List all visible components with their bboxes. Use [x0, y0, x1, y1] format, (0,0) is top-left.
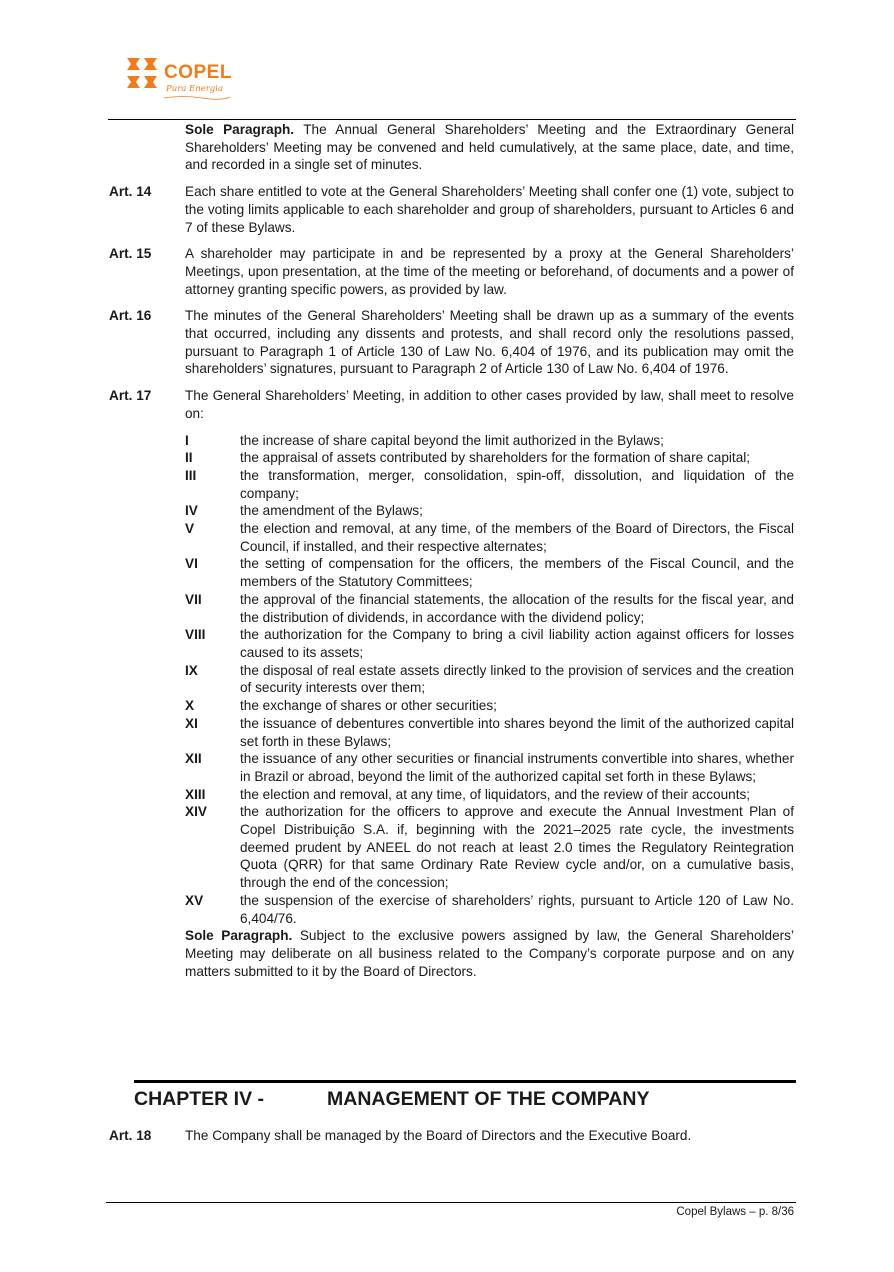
item-number: IX [185, 662, 198, 678]
item-text: the appraisal of assets contributed by shareholders for the formation of share capital; [240, 450, 751, 466]
chapter-number: CHAPTER IV - [134, 1088, 265, 1110]
company-logo [124, 56, 244, 102]
list-item [185, 555, 794, 590]
document-body [109, 121, 794, 980]
list-item [185, 803, 794, 892]
article-17 [109, 387, 794, 422]
item-number: VIII [185, 627, 206, 643]
item-number: XI [185, 715, 198, 731]
article-text: A shareholder may participate in and be represented by a proxy at the General Shareholders’ Meetings, upon presentation, at the time of the meeting or beforehand, of documents and a power of attorney granting specific powers, as provided by law. [185, 246, 794, 297]
item-text: the transformation, merger, consolidation, spin-off, dissolution, and liquidation of the company; [240, 467, 794, 501]
footer-rule [106, 1202, 796, 1203]
item-number: II [185, 450, 193, 466]
list-item [185, 786, 794, 804]
article-14 [109, 183, 794, 236]
article-number: Art. 15 [109, 246, 152, 262]
list-item [185, 892, 794, 927]
sole-paragraph-text: The Annual General Shareholders’ Meeting and the Extraordinary General Shareholders’ Meeting may be convened and held cumulatively, at the same place, date, and time, and recorded in a single set of minutes. [185, 122, 795, 173]
list-item [185, 467, 794, 502]
list-item [185, 502, 794, 520]
article-15 [109, 245, 794, 298]
article-17-items [185, 432, 794, 928]
article-text: The General Shareholders’ Meeting, in addition to other cases provided by law, shall meet to resolve on: [185, 388, 794, 421]
item-text: the election and removal, at any time, of the members of the Board of Directors, the Fiscal Council, if installed, and their respective alternates; [240, 521, 794, 554]
article-text: The minutes of the General Shareholders’ Meeting shall be drawn up as a summary of the events that occurred, including any dissents and protests, and shall record only the resolutions passed, pursuant to Paragraph 1 of Article 130 of Law No. 6,404 of 1976, and its publication may omit the shareholders’ signatures, pursuant to Paragraph 2 of Article 130 of Law No. 6,404 of 1976. [185, 308, 794, 377]
list-item [185, 591, 794, 626]
logo-tagline: Pura Energia [166, 84, 224, 94]
copel-emblem-icon [124, 56, 160, 92]
list-item [185, 626, 794, 661]
item-text: the amendment of the Bylaws; [240, 503, 423, 519]
list-item [185, 662, 794, 697]
header-rule [108, 119, 796, 120]
sole-paragraph-text: Subject to the exclusive powers assigned by law, the General Shareholders’ Meeting may deliberate on all business related to the Company’s corporate purpose and on any matters submitted to it by the Board of Directors. [185, 928, 795, 979]
item-number: XIV [185, 804, 207, 820]
item-number: VI [185, 556, 198, 572]
sole-paragraph-label: Sole Paragraph. [185, 122, 295, 137]
article-text: Each share entitled to vote at the General Shareholders’ Meeting shall confer one (1) vote, subject to the voting limits applicable to each shareholder and group of shareholders, pursuant to Articles 6 and 7 of these Bylaws. [185, 184, 794, 235]
article-number: Art. 17 [109, 388, 152, 404]
chapter-heading [134, 1080, 796, 1111]
logo-wordmark: COPEL [164, 62, 232, 83]
article-text: The Company shall be managed by the Board of Directors and the Executive Board. [185, 1128, 692, 1143]
item-number: VII [185, 591, 202, 607]
item-text: the authorization for the Company to bring a civil liability action against officers for losses caused to its assets; [240, 627, 794, 660]
list-item [185, 449, 794, 467]
opening-sole-paragraph [109, 121, 794, 174]
item-number: XIII [185, 786, 206, 802]
article-16 [109, 307, 794, 378]
sole-paragraph-label: Sole Paragraph. [185, 928, 293, 944]
item-text: the authorization for the officers to approve and execute the Annual Investment Plan of Copel Distribuição S.A. if, beginning with the 2021–2025 rate cycle, the investments deemed prudent by ANEEL do not reach at least 2.0 times the Regulatory Reintegration Quota (QRR) for that same Ordinary Rate Review cycle and/or, on a cumulative basis, through the end of the concession; [240, 804, 794, 891]
article-18 [109, 1127, 794, 1145]
art17-sole-paragraph [109, 927, 794, 980]
list-item [185, 697, 794, 715]
chapter-title: MANAGEMENT OF THE COMPANY [327, 1088, 650, 1110]
item-number: X [185, 698, 195, 714]
item-text: the increase of share capital beyond the limit authorized in the Bylaws; [240, 432, 664, 448]
article-number: Art. 18 [109, 1128, 152, 1143]
item-text: the suspension of the exercise of shareholders’ rights, pursuant to Article 120 of Law No. 6,404/76. [240, 892, 794, 926]
item-text: the exchange of shares or other securities; [240, 698, 497, 714]
article-number: Art. 16 [109, 308, 152, 324]
item-text: the issuance of debentures convertible into shares beyond the limit of the authorized capital set forth in these Bylaws; [240, 715, 794, 749]
list-item [185, 520, 794, 555]
item-text: the issuance of any other securities or financial instruments convertible into shares, whether in Brazil or abroad, beyond the limit of the authorized capital set forth in these Bylaws; [240, 751, 794, 784]
item-text: the disposal of real estate assets directly linked to the provision of services and the creation of security interests over them; [240, 662, 794, 696]
item-number: V [185, 521, 195, 537]
list-item [185, 715, 794, 750]
item-number: III [185, 467, 197, 483]
item-text: the setting of compensation for the officers, the members of the Fiscal Council, and the members of the Statutory Committees; [240, 556, 794, 590]
item-number: I [185, 432, 189, 448]
item-number: XV [185, 892, 204, 908]
logo-swash-icon [162, 94, 232, 100]
list-item [185, 432, 794, 450]
item-text: the election and removal, at any time, of liquidators, and the review of their accounts; [240, 786, 751, 802]
page-footer: Copel Bylaws – p. 8/36 [676, 1206, 794, 1218]
item-text: the approval of the financial statements, the allocation of the results for the fiscal year, and the distribution of dividends, in accordance with the dividend policy; [240, 591, 794, 625]
item-number: IV [185, 503, 198, 519]
item-number: XII [185, 751, 202, 767]
article-number: Art. 14 [109, 184, 152, 200]
list-item [185, 750, 794, 785]
